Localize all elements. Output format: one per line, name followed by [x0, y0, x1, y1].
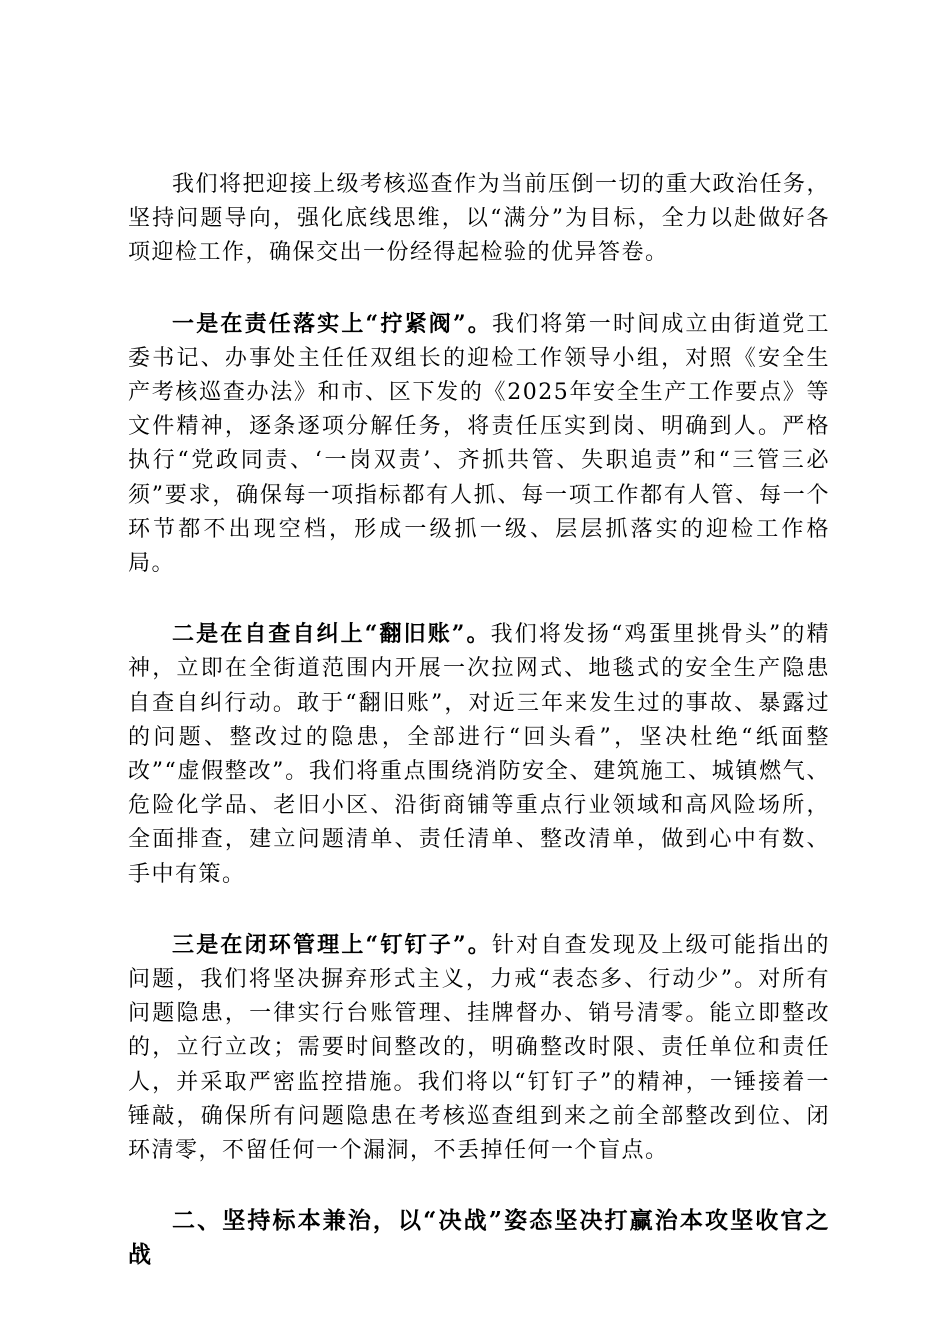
item1-body: 我们将第一时间成立由街道党工委书记、办事处主任任双组长的迎检工作领导小组，对照《安全生产考核巡查办法》和市、区下发的《2025年安全生产工作要点》等文件精神，逐条逐项分解任务，将责任压实到岗、明确到人。严格执行“党政同责、‘一岗双责’、齐抓共管、失职追责”和“三管三必须”要求，确保每一项指标都有人抓、每一项工作都有人管、每一个环节都不出现空档，形成一级抓一级、层层抓落实的迎检工作格局。 [128, 311, 830, 577]
item3-body: 针对自查发现及上级可能指出的问题，我们将坚决摒弃形式主义，力戒“表态多、行动少”。对所有问题隐患，一律实行台账管理、挂牌督办、销号清零。能立即整改的，立行立改；需要时间整改的，明确整改时限、责任单位和责任人，并采取严密监控措施。我们将以“钉钉子”的精神，一锤接着一锤敲，确保所有问题隐患在考核巡查组到来之前全部整改到位、闭环清零，不留任何一个漏洞，不丢掉任何一个盲点。 [128, 932, 830, 1164]
item3-paragraph [128, 928, 830, 1168]
paragraph-gap [128, 1168, 830, 1204]
document-body [128, 168, 830, 1273]
item1-lead: 一是在责任落实上“拧紧阀”。 [172, 310, 492, 337]
section2-heading: 二、坚持标本兼治，以“决战”姿态坚决打赢治本攻坚收官之战 [128, 1207, 830, 1269]
item3-lead: 三是在闭环管理上“钉钉子”。 [172, 931, 492, 958]
paragraph-gap [128, 271, 830, 307]
intro-paragraph: 我们将把迎接上级考核巡查作为当前压倒一切的重大政治任务，坚持问题导向，强化底线思维，以“满分”为目标，全力以赴做好各项迎检工作，确保交出一份经得起检验的优异答卷。 [128, 172, 831, 266]
item2-body: 我们将发扬“鸡蛋里挑骨头”的精神，立即在全街道范围内开展一次拉网式、地毯式的安全生产隐患自查自纠行动。敢于“翻旧账”，对近三年来发生过的事故、暴露过的问题、整改过的隐患，全部进行“回头看”，坚决杜绝“纸面整改”“虚假整改”。我们将重点围绕消防安全、建筑施工、城镇燃气、危险化学品、老旧小区、沿街商铺等重点行业领域和高风险场所，全面排查，建立问题清单、责任清单、整改清单，做到心中有数、手中有策。 [128, 622, 830, 887]
paragraph-gap [128, 581, 830, 617]
item1-paragraph [128, 307, 830, 582]
item2-lead: 二是在自查自纠上“翻旧账”。 [172, 621, 491, 648]
paragraph-gap [128, 892, 830, 928]
item2-paragraph [128, 617, 830, 892]
